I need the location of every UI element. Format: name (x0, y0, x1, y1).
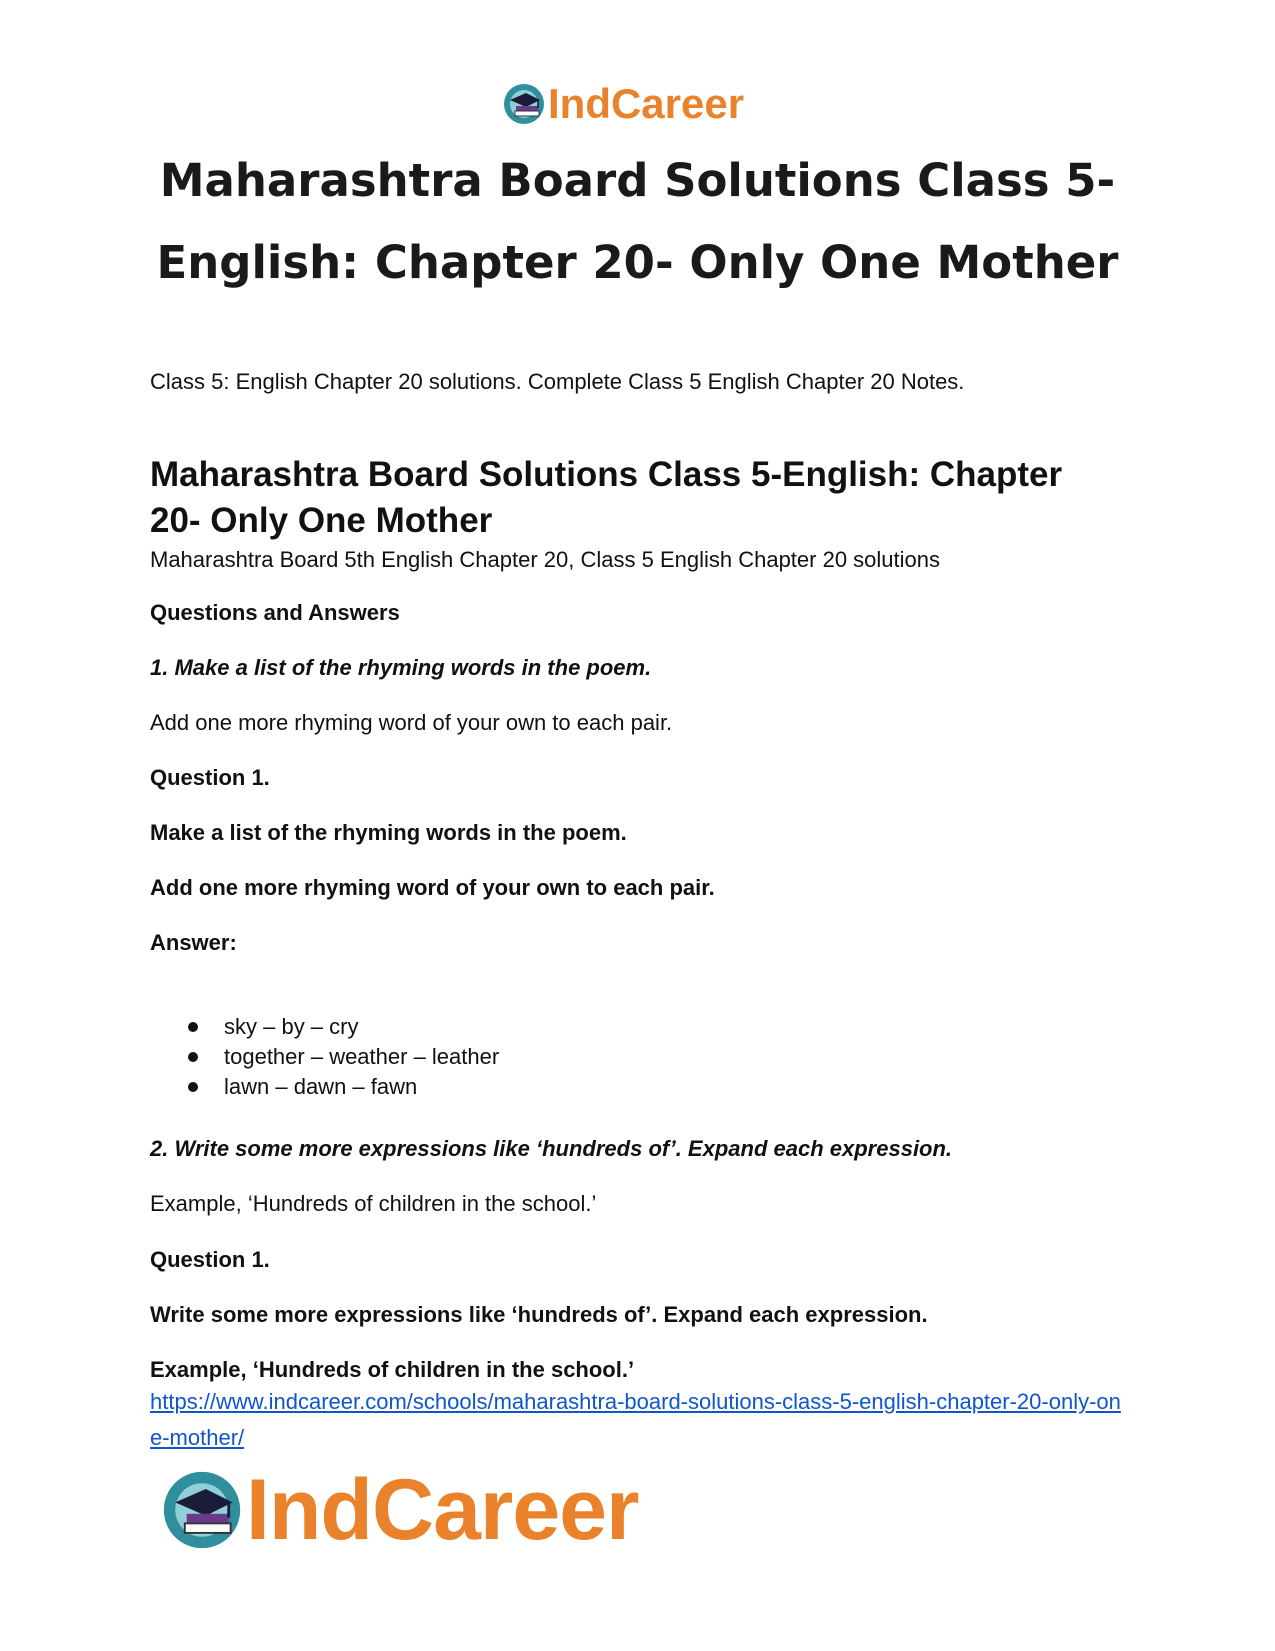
q1-instruction: Add one more rhyming word of your own to each pair. (150, 710, 673, 735)
list-item: sky – by – cry (150, 1012, 499, 1042)
q1-question-line2: Add one more rhyming word of your own to each pair. (150, 875, 715, 900)
logo-wordmark: IndCareer (548, 80, 745, 127)
subheading-text: Maharashtra Board 5th English Chapter 20, Class 5 English Chapter 20 solutions (150, 547, 941, 572)
q2-question-line2: Example, ‘Hundreds of children in the school.’ (150, 1357, 635, 1382)
bullet-icon (188, 1082, 198, 1092)
bullet-icon (188, 1052, 198, 1062)
intro-text: Class 5: English Chapter 20 solutions. Complete Class 5 English Chapter 20 Notes. (150, 369, 965, 394)
q2-prompt: 2. Write some more expressions like ‘hundreds of’. Expand each expression. (150, 1136, 953, 1161)
indcareer-footer-logo (160, 1462, 639, 1558)
q1-prompt: 1. Make a list of the rhyming words in the poem. (150, 655, 652, 680)
answer-list (150, 1012, 499, 1102)
section-heading: Maharashtra Board Solutions Class 5-English: Chapter 20- Only One Mother (150, 455, 1063, 540)
q2-question-label: Question 1. (150, 1247, 270, 1272)
page-title: Maharashtra Board Solutions Class 5-English: Chapter 20- Only One Mother (156, 154, 1119, 289)
q2-question-line1: Write some more expressions like ‘hundreds of’. Expand each expression. (150, 1302, 928, 1327)
qa-heading: Questions and Answers (150, 600, 400, 625)
logo-wordmark: IndCareer (246, 1462, 639, 1558)
indcareer-logo (502, 78, 744, 130)
bullet-icon (188, 1022, 198, 1032)
list-item: together – weather – leather (150, 1042, 499, 1072)
q2-example: Example, ‘Hundreds of children in the school.’ (150, 1191, 597, 1216)
q1-question-label: Question 1. (150, 765, 270, 790)
q1-answer-label: Answer: (150, 930, 237, 955)
source-url-link[interactable]: https://www.indcareer.com/schools/maharashtra-board-solutions-class-5-english-chapter-20-only-one-mother/ (150, 1389, 1121, 1450)
graduation-cap-emblem-icon (160, 1468, 244, 1552)
list-item: lawn – dawn – fawn (150, 1072, 499, 1102)
graduation-cap-emblem-icon (502, 82, 546, 126)
q1-question-line1: Make a list of the rhyming words in the poem. (150, 820, 627, 845)
